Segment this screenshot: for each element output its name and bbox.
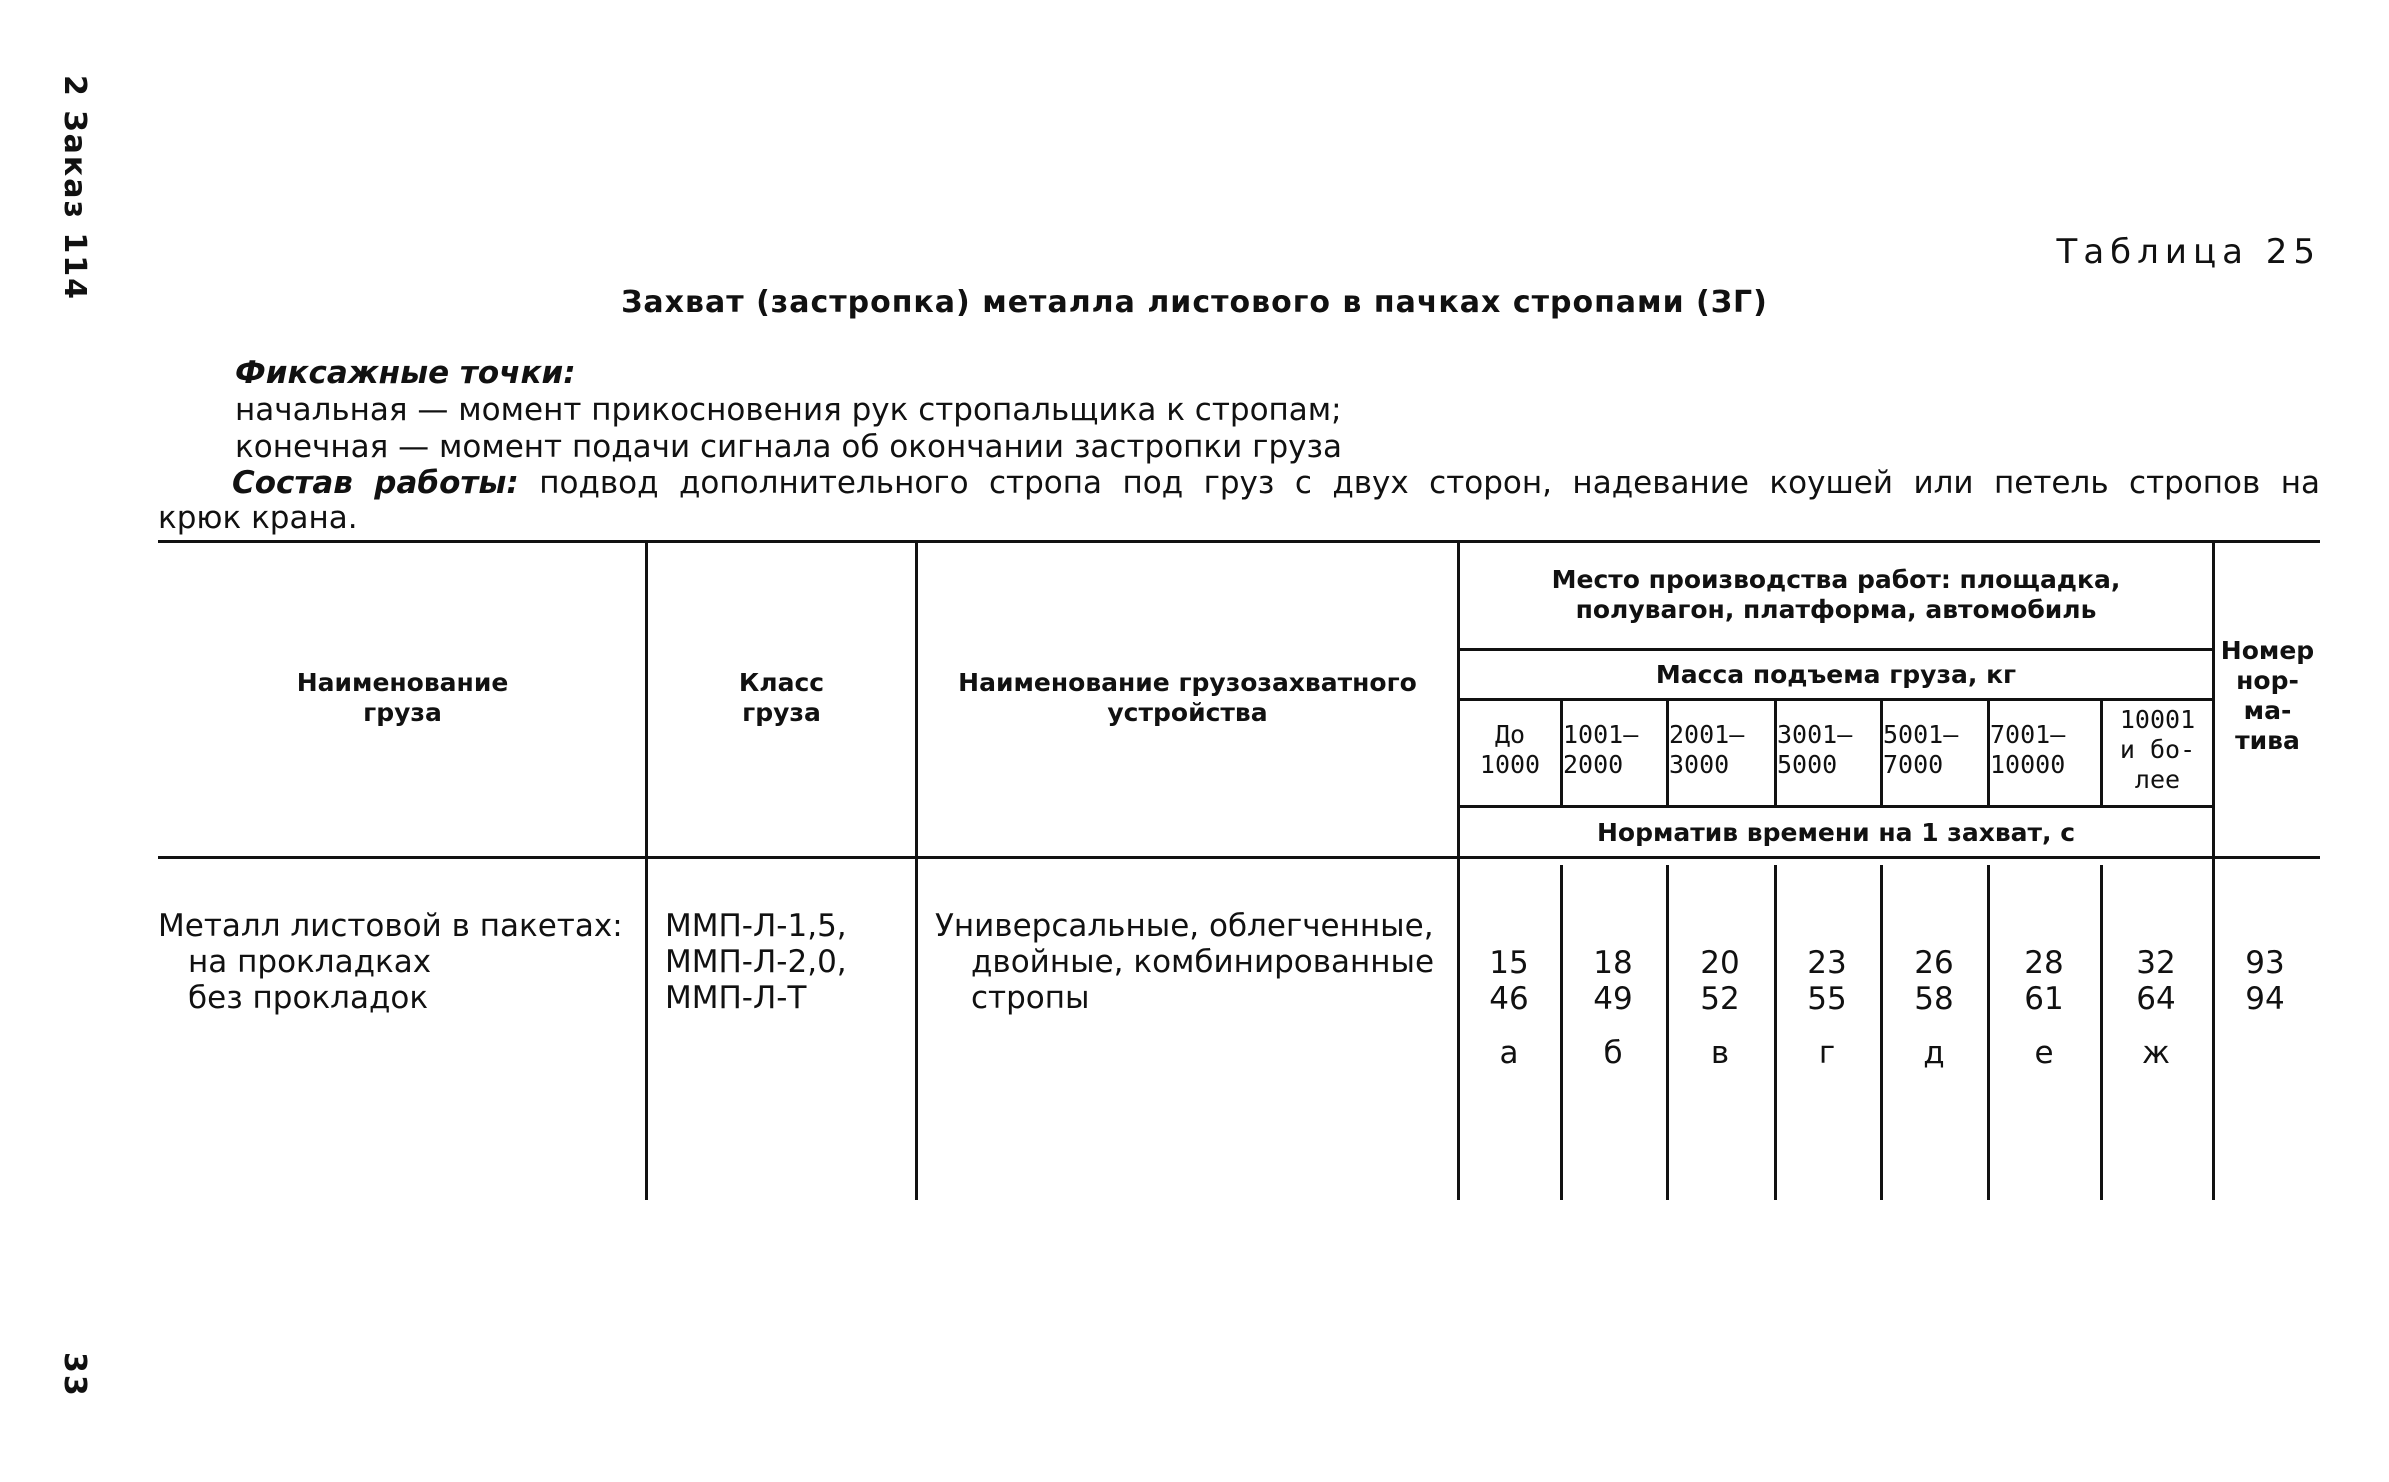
fix-point-start: начальная — момент прикосновения рук стропальщика к стропам; [235, 392, 1342, 428]
header-line: Место производства работ: площадка, [1551, 565, 2121, 594]
header-cargo-class [648, 668, 915, 728]
cell-line: ММП-Л-Т [665, 980, 807, 1016]
header-mass: Масса подъема груза, кг [1655, 660, 2017, 689]
time-value-cell [1787, 945, 1867, 1071]
cargo-class-cell [665, 908, 847, 1016]
range-line: 2000 [1563, 750, 1624, 779]
header-line: Номер [2220, 636, 2315, 665]
range-header [1990, 720, 2100, 780]
value: 61 [2024, 981, 2064, 1017]
header-bottom-rule [158, 856, 2320, 859]
range-header [2103, 705, 2212, 795]
device-cell [935, 908, 1434, 1016]
range-line: 10001 [2119, 705, 2196, 734]
value: 32 [2136, 945, 2176, 981]
range-line: 5000 [1777, 750, 1838, 779]
table-top-rule [158, 540, 2320, 543]
header-cargo-name [160, 668, 645, 728]
range-line: 1000 [1479, 750, 1541, 779]
mass-rule [1457, 698, 2212, 701]
value: 94 [2245, 981, 2285, 1017]
value: 64 [2136, 981, 2176, 1017]
norm-number-cell [2225, 945, 2305, 1017]
value: 23 [1807, 945, 1847, 981]
value: 15 [1489, 945, 1529, 981]
value: 18 [1593, 945, 1633, 981]
header-line: Класс [738, 668, 825, 697]
header-line: ма- [2243, 696, 2292, 725]
time-value-cell [1894, 945, 1974, 1071]
time-value-cell [2004, 945, 2084, 1071]
cell-line: Металл листовой в пакетах: [158, 908, 623, 944]
value-divider [1880, 865, 1883, 1200]
header-line: нор- [2236, 666, 2299, 695]
header-device [918, 668, 1457, 728]
margin-order-note: 2 Заказ 114 [57, 75, 92, 301]
range-line: лее [2134, 765, 2181, 794]
work-label: Состав работы: [232, 465, 519, 501]
column-letter: ж [2142, 1035, 2170, 1071]
range-line: и бо- [2119, 735, 2196, 764]
cell-line: стропы [971, 980, 1090, 1016]
value-divider [1774, 865, 1777, 1200]
fix-point-end: конечная — момент подачи сигнала об окончании застропки груза [235, 429, 1342, 465]
header-line: Наименование [296, 668, 509, 697]
col-divider-1 [645, 540, 648, 1200]
header-line: полувагон, платформа, автомобиль [1575, 595, 2097, 624]
range-line: 2001— [1669, 720, 1745, 749]
time-value-cell [1469, 945, 1549, 1071]
range-line: 7000 [1883, 750, 1944, 779]
column-letter: г [1818, 1035, 1836, 1071]
ranges-rule [1457, 805, 2212, 808]
fix-points-heading: Фиксажные точки: [235, 355, 576, 391]
page-number: 33 [57, 1352, 92, 1398]
table-title: Захват (застропка) металла листового в пачках стропами (ЗГ) [621, 285, 1768, 320]
cell-line: двойные, комбинированные [971, 944, 1435, 980]
value: 26 [1914, 945, 1954, 981]
col-divider-2 [915, 540, 918, 1200]
work-composition [232, 465, 2320, 501]
header-line: груза [742, 698, 821, 727]
value-divider [1987, 865, 1990, 1200]
column-letter: в [1710, 1035, 1730, 1071]
time-value-cell [2116, 945, 2196, 1071]
range-header [1563, 720, 1666, 780]
range-header [1460, 720, 1560, 780]
place-rule [1457, 648, 2212, 651]
value: 28 [2024, 945, 2064, 981]
header-norm-number [2215, 636, 2320, 756]
column-letter: а [1499, 1035, 1519, 1071]
value-divider [1560, 865, 1563, 1200]
col-divider-3 [1457, 540, 1460, 1200]
range-line: 10000 [1990, 750, 2066, 779]
column-letter: е [2034, 1035, 2054, 1071]
range-line: До [1494, 720, 1526, 749]
value: 46 [1489, 981, 1529, 1017]
range-header [1883, 720, 1987, 780]
value-divider [2100, 865, 2103, 1200]
value: 20 [1700, 945, 1740, 981]
table-number: Таблица 25 [2056, 232, 2321, 272]
header-line: груза [363, 698, 442, 727]
work-text: подвод дополнительного стропа под груз с двух сторон, надевание коушей или петель стропов на [518, 465, 2320, 501]
value: 52 [1700, 981, 1740, 1017]
range-header [1669, 720, 1774, 780]
time-value-cell [1573, 945, 1653, 1071]
cell-line: ММП-Л-1,5, [665, 908, 847, 944]
header-line: устройства [1107, 698, 1268, 727]
range-line: 3001— [1777, 720, 1853, 749]
value: 49 [1593, 981, 1633, 1017]
work-text-continued: крюк крана. [158, 500, 358, 536]
time-value-cell [1680, 945, 1760, 1071]
value: 58 [1914, 981, 1954, 1017]
value: 93 [2245, 945, 2285, 981]
header-norm: Норматив времени на 1 захват, с [1596, 818, 2076, 847]
header-line: Наименование грузозахватного [958, 668, 1417, 697]
range-line: 5001— [1883, 720, 1959, 749]
cell-line: Универсальные, облегченные, [935, 908, 1434, 944]
cell-line: на прокладках [188, 944, 432, 980]
value: 55 [1807, 981, 1847, 1017]
column-letter: б [1603, 1035, 1623, 1071]
header-work-place [1460, 565, 2212, 625]
cell-line: ММП-Л-2,0, [665, 944, 847, 980]
range-line: 3000 [1669, 750, 1730, 779]
range-header [1777, 720, 1880, 780]
cell-line: без прокладок [188, 980, 429, 1016]
cargo-name-cell [158, 908, 623, 1016]
column-letter: д [1923, 1035, 1945, 1071]
header-line: тива [2235, 726, 2300, 755]
range-line: 1001— [1563, 720, 1639, 749]
value-divider [1666, 865, 1669, 1200]
range-line: 7001— [1990, 720, 2066, 749]
